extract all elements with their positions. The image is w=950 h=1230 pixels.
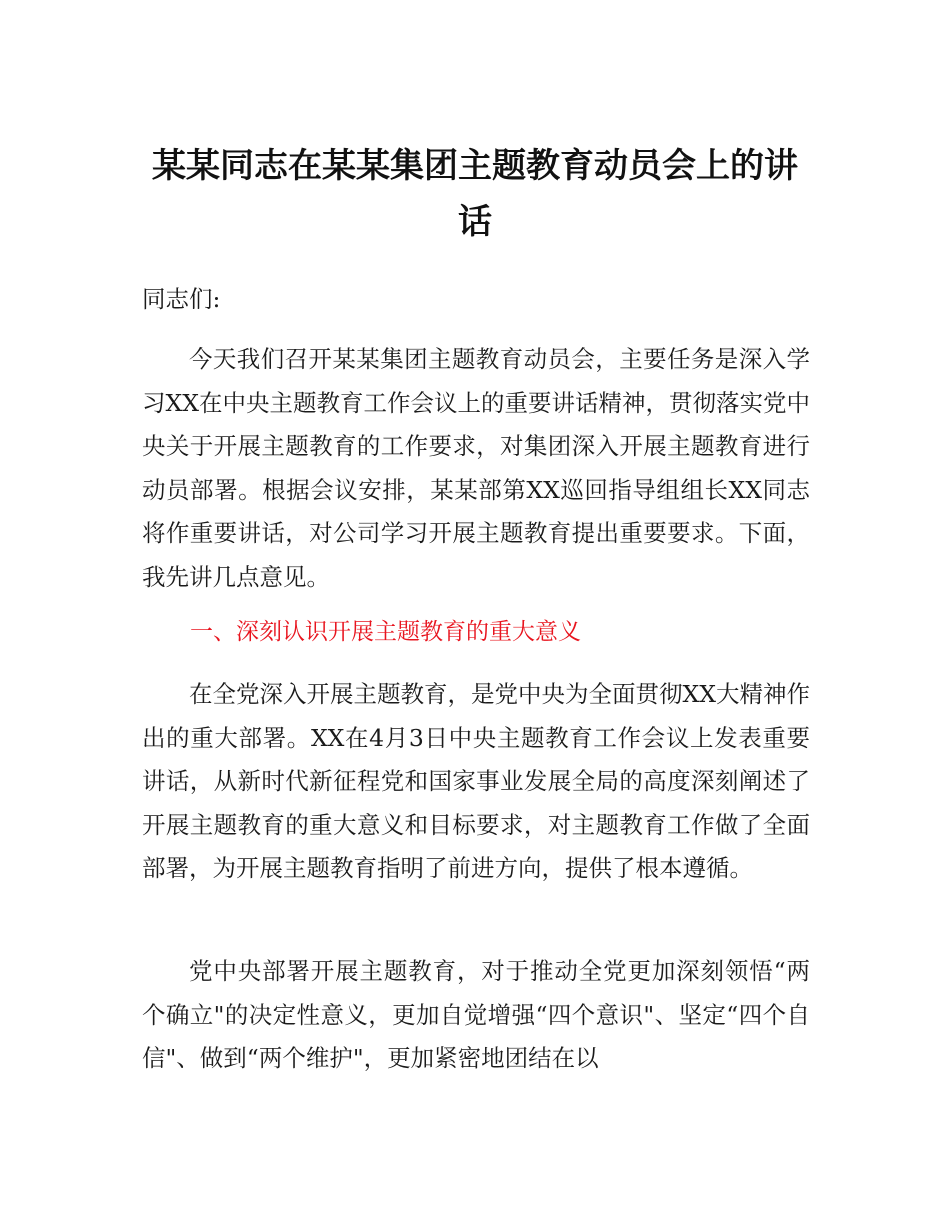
salutation: 同志们:	[142, 285, 221, 313]
paragraph-deployment: 党中央部署开展主题教育，对于推动全党更加深刻领悟“两个确立"的决定性意义，更加自觉增强“四个意识"、坚定“四个自信"、做到“两个维护"，更加紧密地团结在以	[142, 957, 810, 1073]
paragraph-intro: 今天我们召开某某集团主题教育动员会，主要任务是深入学习XX在中央主题教育工作会议上的重要讲话精神，贯彻落实党中央关于开展主题教育的工作要求，对集团深入开展主题教育进行动员部署。根据会议安排，某某部第XX巡回指导组组长XX同志将作重要讲话，对公司学习开展主题教育提出重要要求。下面，我先讲几点意见。	[142, 345, 810, 591]
paragraph-significance: 在全党深入开展主题教育，是党中央为全面贯彻XX大精神作出的重大部署。XX在4月3日中央主题教育工作会议上发表重要讲话，从新时代新征程党和国家事业发展全局的高度深刻阐述了开展主题教育的重大意义和目标要求，对主题教育工作做了全面部署，为开展主题教育指明了前进方向，提供了根本遵循。	[142, 680, 810, 883]
document-title: 某某同志在某某集团主题教育动员会上的讲话	[152, 146, 798, 242]
section-heading: 一、深刻认识开展主题教育的重大意义	[190, 619, 581, 645]
